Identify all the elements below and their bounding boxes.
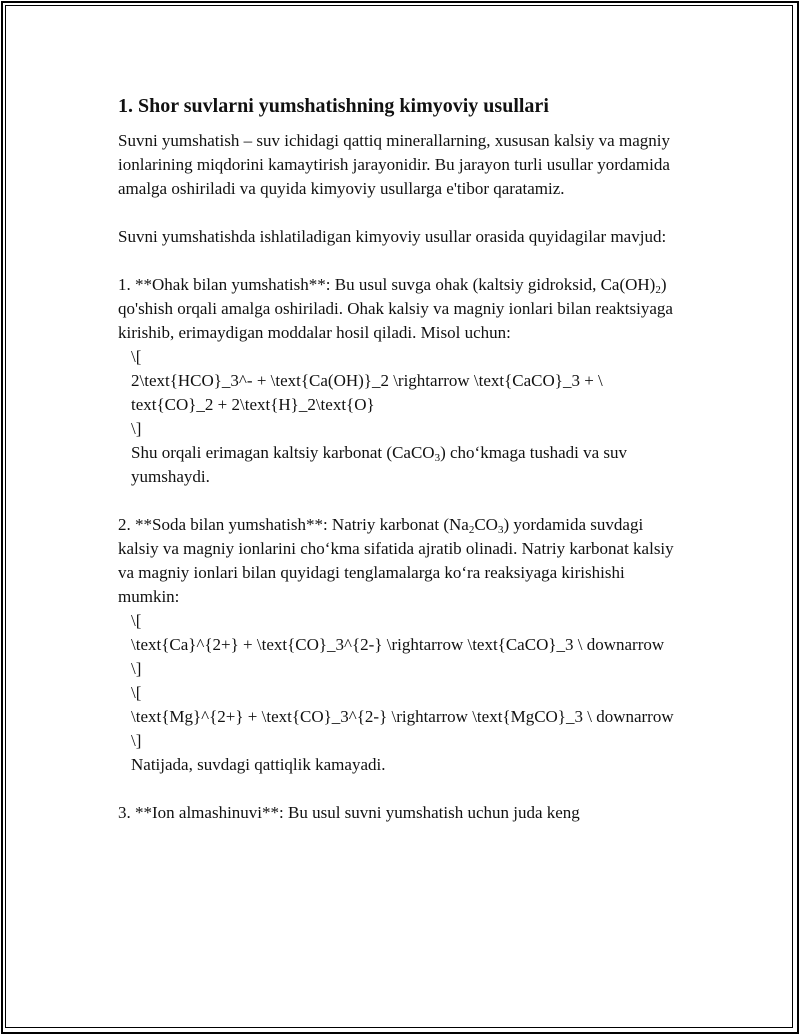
intro-paragraph: Suvni yumshatish – suv ichidagi qattiq minerallarning, xususan kalsiy va magniy ionlarining miqdorini kamaytirish jarayonidir. Bu jarayon turli usullar yordamida amalga oshiriladi va quyida kimyoviy usullarga e'tibor qaratamiz. <box>118 131 675 198</box>
list-item-1 <box>118 273 678 489</box>
lead-paragraph: Suvni yumshatishda ishlatiladigan kimyoviy usullar orasida quyidagilar mavjud: <box>118 227 667 246</box>
document-body <box>118 93 678 825</box>
formula-open-1: \[ <box>131 347 142 366</box>
item3-text: 3. **Ion almashinuvi**: Bu usul suvni yumshatish uchun juda keng <box>118 803 580 822</box>
section-heading: 1. Shor suvlarni yumshatishning kimyoviy usullari <box>118 95 549 117</box>
item2-result: Natijada, suvdagi qattiqlik kamayadi. <box>131 755 386 774</box>
formula-open-2: \[ <box>131 611 142 630</box>
item1-text: 1. **Ohak bilan yumshatish**: Bu usul suvga ohak (kaltsiy gidroksid, $Ca(OH)_2$) qo'shish orqali amalga oshiriladi. Ohak kalsiy va magniy ionlari bilan reaktsiyaga kirishib, erimaydigan moddalar hosil qiladi. Misol uchun: <box>118 275 678 342</box>
formula-close-1: \] <box>131 419 142 438</box>
item1-result: Shu orqali erimagan kaltsiy karbonat (CaCO$_3$) cho‘kmaga tushadi va suv yumshaydi. <box>131 443 632 486</box>
formula-2: \text{Ca}^{2+} + \text{CO}_3^{2-} \rightarrow \text{CaCO}_3 \ downarrow <box>131 635 665 654</box>
formula-open-3: \[ <box>131 683 142 702</box>
list-item-2 <box>118 513 678 777</box>
formula-1: 2\text{HCO}_3^- + \text{Ca(OH)}_2 \rightarrow \text{CaCO}_3 + \ text{CO}_2 + 2\text{H}_2\text{O} <box>131 371 608 414</box>
item2-text: 2. **Soda bilan yumshatish**: Natriy karbonat $(Na_2CO_3)$ yordamida suvdagi kalsiy va magniy ionlarini cho‘kma sifatida ajratib olinadi. Natriy karbonat kalsiy va magniy ionlari bilan quyidagi tenglamalarga ko‘ra reaksiyaga kirishishi mumkin: <box>118 515 678 606</box>
formula-3: \text{Mg}^{2+} + \text{CO}_3^{2-} \rightarrow \text{MgCO}_3 \ downarrow <box>131 707 674 726</box>
formula-close-2: \] <box>131 659 142 678</box>
formula-close-3: \] <box>131 731 142 750</box>
